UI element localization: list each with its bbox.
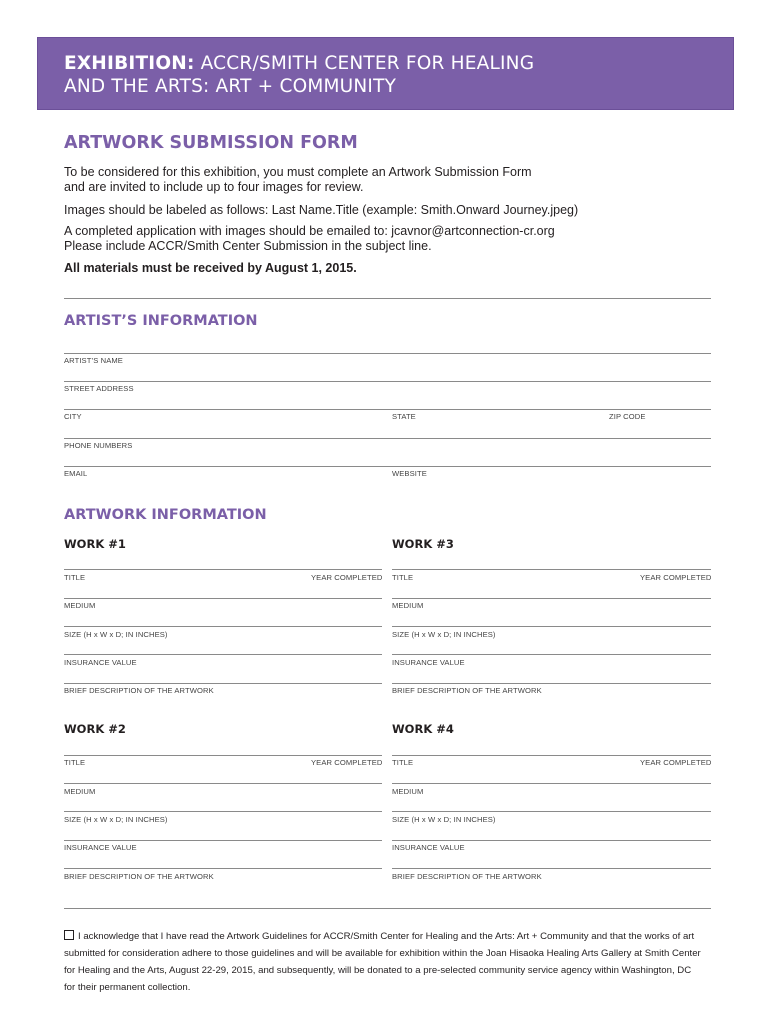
form-title: ARTWORK SUBMISSION FORM	[64, 133, 358, 153]
work-1-insurance-line[interactable]	[64, 654, 382, 655]
work-2-medium-line[interactable]	[64, 783, 382, 784]
section-divider	[64, 298, 711, 299]
artwork-info-heading: ARTWORK INFORMATION	[64, 507, 267, 523]
phone-label: PHONE NUMBERS	[64, 441, 133, 450]
work-1-size-line[interactable]	[64, 626, 382, 627]
work-1-medium-line[interactable]	[64, 598, 382, 599]
footer-divider	[64, 908, 711, 909]
work-4-heading: WORK #4	[392, 722, 454, 736]
ack-line4: for their permanent collection.	[64, 982, 191, 993]
zip-code-label: ZIP CODE	[609, 412, 646, 421]
website-label: WEBSITE	[392, 469, 427, 478]
work-4-insurance-line[interactable]	[392, 840, 711, 841]
work-3-title-label: TITLE	[392, 573, 414, 582]
ack-line2: submitted for consideration adhere to those guidelines and will be available for exhibition within the Joan Hisaoka Healing Arts Gallery at Smith Center	[64, 948, 701, 959]
work-2-insurance-label: INSURANCE VALUE	[64, 843, 137, 852]
work-2-title-label: TITLE	[64, 758, 86, 767]
work-4-medium-label: MEDIUM	[392, 787, 424, 796]
work-4-year-label: YEAR COMPLETED	[640, 758, 712, 767]
work-2-insurance-line[interactable]	[64, 840, 382, 841]
work-1-size-label: SIZE (H x W x D; IN INCHES)	[64, 630, 168, 639]
work-2-year-label: YEAR COMPLETED	[311, 758, 383, 767]
work-4-size-line[interactable]	[392, 811, 711, 812]
work-4-size-label: SIZE (H x W x D; IN INCHES)	[392, 815, 496, 824]
work-1-title-line[interactable]	[64, 569, 382, 570]
work-4-medium-line[interactable]	[392, 783, 711, 784]
email-label: EMAIL	[64, 469, 88, 478]
intro-paragraph-1	[64, 165, 532, 195]
email-website-line[interactable]	[64, 466, 711, 467]
intro-paragraph-2: Images should be labeled as follows: Last Name.Title (example: Smith.Onward Journey.jpeg)	[64, 203, 579, 217]
state-label: STATE	[392, 412, 416, 421]
work-1-medium-label: MEDIUM	[64, 601, 96, 610]
artist-name-label: ARTIST’S NAME	[64, 356, 123, 365]
artist-info-heading: ARTIST’S INFORMATION	[64, 313, 258, 329]
work-3-size-label: SIZE (H x W x D; IN INCHES)	[392, 630, 496, 639]
work-2-size-line[interactable]	[64, 811, 382, 812]
intro-p3-line1: A completed application with images should be emailed to: jcavnor@artconnection-cr.org	[64, 224, 555, 238]
work-4-description-line[interactable]	[392, 868, 711, 869]
work-3-medium-line[interactable]	[392, 598, 711, 599]
artist-name-line[interactable]	[64, 353, 711, 354]
work-3-medium-label: MEDIUM	[392, 601, 424, 610]
ack-line1: I acknowledge that I have read the Artwork Guidelines for ACCR/Smith Center for Healing and the Arts: Art + Community and that the works of art	[78, 931, 695, 942]
work-3-description-line[interactable]	[392, 683, 711, 684]
work-2-heading: WORK #2	[64, 722, 126, 736]
intro-p1-line1: To be considered for this exhibition, you must complete an Artwork Submission Form	[64, 165, 532, 179]
work-2-medium-label: MEDIUM	[64, 787, 96, 796]
work-1-insurance-label: INSURANCE VALUE	[64, 658, 137, 667]
work-3-heading: WORK #3	[392, 537, 454, 551]
work-3-insurance-line[interactable]	[392, 654, 711, 655]
ack-line3: for Healing and the Arts, August 22-29, 2015, and subsequently, will be donated to a pre-selected community service agency within Washington, DC	[64, 965, 692, 976]
work-3-insurance-label: INSURANCE VALUE	[392, 658, 465, 667]
work-3-size-line[interactable]	[392, 626, 711, 627]
intro-p1-line2: and are invited to include up to four images for review.	[64, 180, 364, 194]
work-4-description-label: BRIEF DESCRIPTION OF THE ARTWORK	[392, 872, 542, 881]
banner-prefix: EXHIBITION:	[64, 53, 195, 74]
work-2-title-line[interactable]	[64, 755, 382, 756]
city-label: CITY	[64, 412, 82, 421]
work-2-description-line[interactable]	[64, 868, 382, 869]
banner-line1: ACCR/SMITH CENTER FOR HEALING	[194, 53, 535, 74]
work-1-heading: WORK #1	[64, 537, 126, 551]
banner-title	[64, 52, 534, 98]
work-1-description-label: BRIEF DESCRIPTION OF THE ARTWORK	[64, 686, 214, 695]
work-4-insurance-label: INSURANCE VALUE	[392, 843, 465, 852]
street-address-line[interactable]	[64, 381, 711, 382]
city-state-zip-line[interactable]	[64, 409, 711, 410]
banner-line2: AND THE ARTS: ART + COMMUNITY	[64, 76, 397, 97]
work-4-title-line[interactable]	[392, 755, 711, 756]
work-3-title-line[interactable]	[392, 569, 711, 570]
deadline-text: All materials must be received by August 1, 2015.	[64, 261, 357, 275]
intro-p3-line2: Please include ACCR/Smith Center Submission in the subject line.	[64, 239, 432, 253]
acknowledgement-text	[64, 928, 714, 996]
work-2-description-label: BRIEF DESCRIPTION OF THE ARTWORK	[64, 872, 214, 881]
phone-line[interactable]	[64, 438, 711, 439]
work-1-description-line[interactable]	[64, 683, 382, 684]
acknowledgement-checkbox[interactable]	[64, 930, 74, 940]
work-2-size-label: SIZE (H x W x D; IN INCHES)	[64, 815, 168, 824]
street-address-label: STREET ADDRESS	[64, 384, 134, 393]
work-1-year-label: YEAR COMPLETED	[311, 573, 383, 582]
work-1-title-label: TITLE	[64, 573, 86, 582]
exhibition-banner	[37, 37, 734, 110]
work-4-title-label: TITLE	[392, 758, 414, 767]
work-3-description-label: BRIEF DESCRIPTION OF THE ARTWORK	[392, 686, 542, 695]
intro-paragraph-3	[64, 224, 555, 254]
work-3-year-label: YEAR COMPLETED	[640, 573, 712, 582]
